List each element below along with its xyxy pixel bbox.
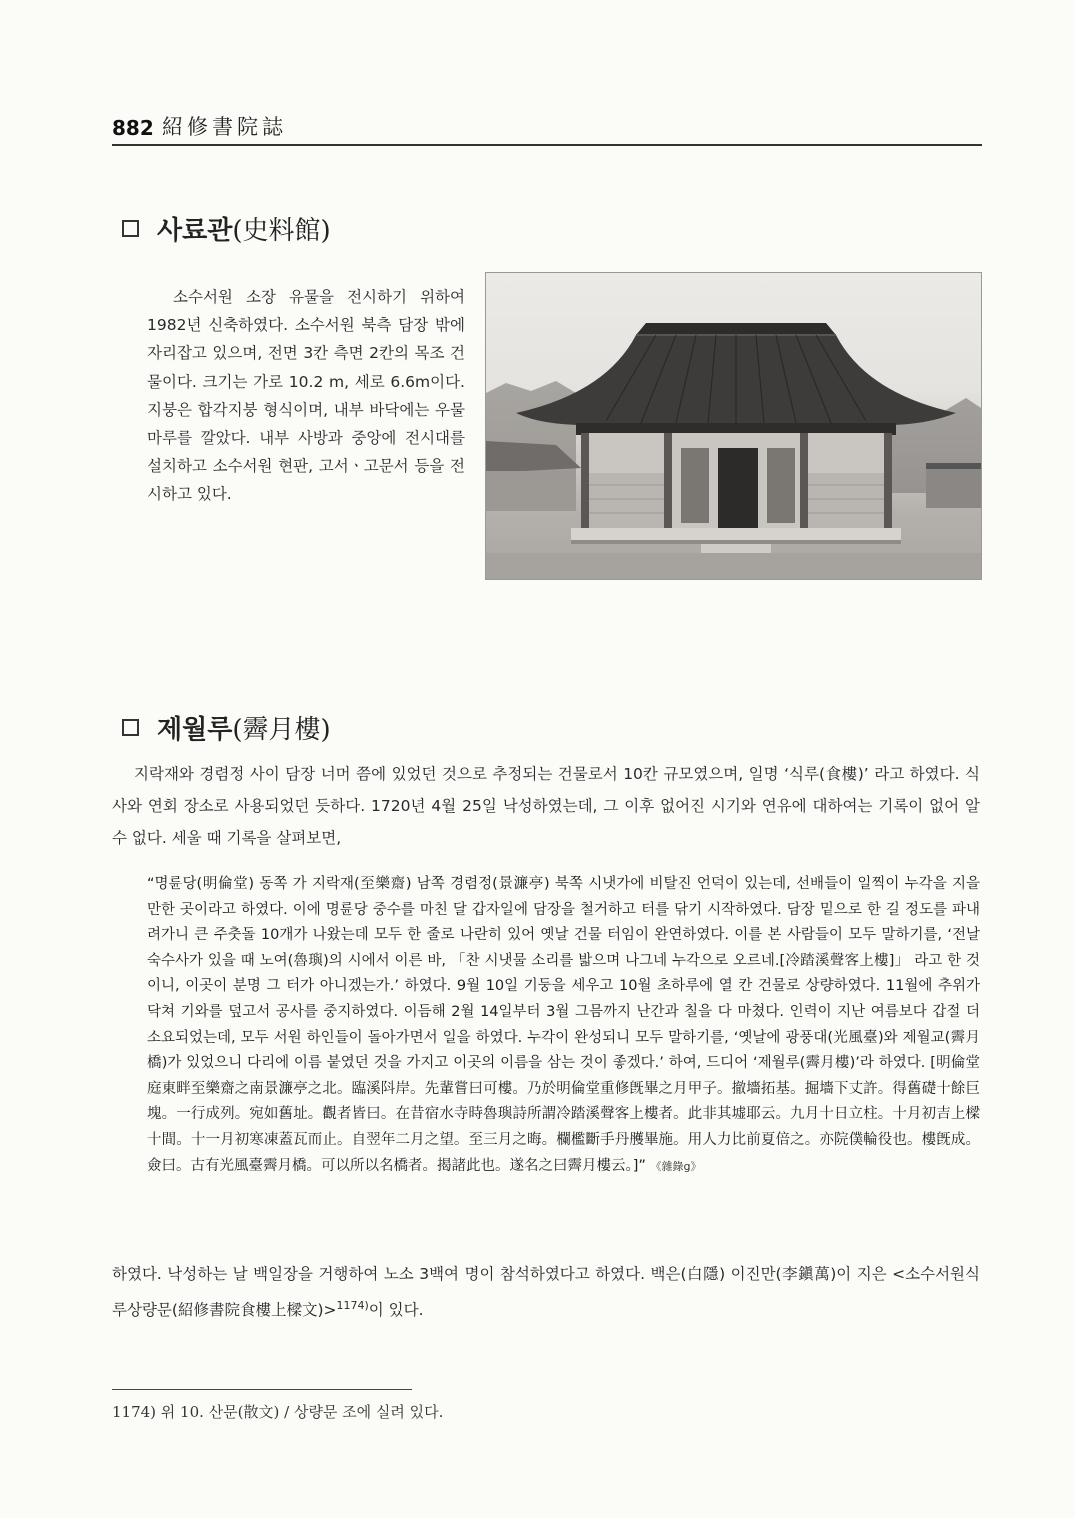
checkbox-square-icon (122, 719, 139, 736)
archive-hall-photo (485, 272, 982, 580)
footnote: 1174) 위 10. 산문(散文) / 상량문 조에 실려 있다. (112, 1403, 444, 1421)
section-title-korean: 사료관 (157, 216, 233, 246)
archive-hall-paragraph: 소수서원 소장 유물을 전시하기 위하여 1982년 신축하였다. 소수서원 북측 담장 밖에 자리잡고 있으며, 전면 3칸 측면 2칸의 목조 건물이다. 크기는 가로 10.2 m, 세로 6.6m이다. 지붕은 합각지붕 형식이며, 내부 바닥에는 우물마루를 깔았다. 내부 사방과 중앙에 전시대를 설치하고 소수서원 현판, 고서ㆍ고문서 등을 전시하고 있다. (147, 288, 465, 504)
book-title: 紹修書院誌 (162, 115, 287, 139)
footnote-divider (112, 1389, 412, 1390)
jewollu-closing-paragraph: 하였다. 낙성하는 날 백일장을 거행하여 노소 3백여 명이 참석하였다고 하였다. 백은(白隱) 이진만(李鎭萬)이 지은 <소수서원식루상량문(紹修書院食樓上樑文)>$^{1174)}$이 있다. (112, 1265, 980, 1320)
footnote-reference[interactable]: 1174) (336, 1299, 369, 1312)
checkbox-square-icon (122, 220, 139, 237)
jewollu-intro-paragraph: 지락재와 경렴정 사이 담장 너머 쯤에 있었던 것으로 추정되는 건물로서 10칸 규모였으며, 일명 ‘식루(食樓)’ 라고 하였다. 식사와 연회 장소로 사용되었던 듯하다. 1720년 4월 25일 낙성하였는데, 그 이후 없어진 시기와 연유에 대하여는 기록이 없어 알 수 없다. 세울 때 기록을 살펴보면, (112, 765, 980, 847)
section-title-hanja: (霽月樓) (232, 715, 331, 745)
construction-record-quote: “명륜당(明倫堂) 동쪽 가 지락재(至樂齋) 남쪽 경렴정(景濂亭) 북쪽 시냇가에 비탈진 언덕이 있는데, 선배들이 일찍이 누각을 지을 만한 곳이라고 하였다. 이에 명륜당 중수를 마친 달 갑자일에 담장을 철거하고 터를 닦기 시작하였다. 담장 밑으로 한 길 정도를 파내려가니 큰 주춧돌 10개가 나왔는데 모두 한 줄로 나란히 있어 옛날 건물 터임이 완연하였다. 이를 본 사람들이 모두 말하기를, ‘전날 숙수사가 있을 때 노여(魯璵)의 시에서 이른 바, 「찬 시냇물 소리를 밟으며 나그네 누각으로 오르네.[冷踏溪聲客上樓]」 라고 한 것이니, 이곳이 분명 그 터가 아니겠는가.’ 하였다. 9월 10일 기둥을 세우고 10월 초하루에 열 칸 건물로 상량하였다. 11월에 추위가 닥쳐 기와를 덮고서 공사를 중지하였다. 이듬해 2월 14일부터 3월 그믐까지 난간과 칠을 다 마쳤다. 인력이 지난 여름보다 갑절 더 소요되었는데, 모두 서원 하인들이 돌아가면서 일을 하였다. 누각이 완성되니 모두 말하기를, ‘옛날에 광풍대(光風臺)와 제월교(霽月橋)가 있었으니 다리에 이름 붙였던 것을 가지고 이곳의 이름을 삼는 것이 좋겠다.’ 하여, 드디어 ‘제월루(霽月樓)’라 하였다. [明倫堂庭東畔至樂齋之南景濂亭之北。臨溪阧岸。先輩嘗曰可樓。乃於明倫堂重修旣畢之月甲子。撤墻拓基。掘墻下丈許。得舊礎十餘巨塊。一行成列。宛如舊址。觀者皆曰。在昔宿水寺時魯璵詩所謂冷踏溪聲客上樓者。此非其墟耶云。九月十日立柱。十月初吉上樑十間。十一月初寒凍蓋瓦而止。自翌年二月之望。至三月之晦。欄檻斷手丹雘畢施。用人力比前夏倍之。亦院僕輪役也。樓旣成。僉曰。古有光風臺霽月橋。可以所以名橋者。揭諸此也。遂名之曰霽月樓云。]” 《雜錄g》 (147, 876, 980, 1174)
quote-source: 《雜錄g》 (650, 1159, 702, 1173)
section-title-hanja: (史料館) (232, 216, 331, 246)
section-title-jewollu (122, 709, 331, 746)
page-number: 882 (112, 116, 154, 140)
section-title-archive-hall (122, 210, 331, 247)
page-header (112, 112, 982, 146)
section-title-korean: 제월루 (157, 715, 233, 745)
